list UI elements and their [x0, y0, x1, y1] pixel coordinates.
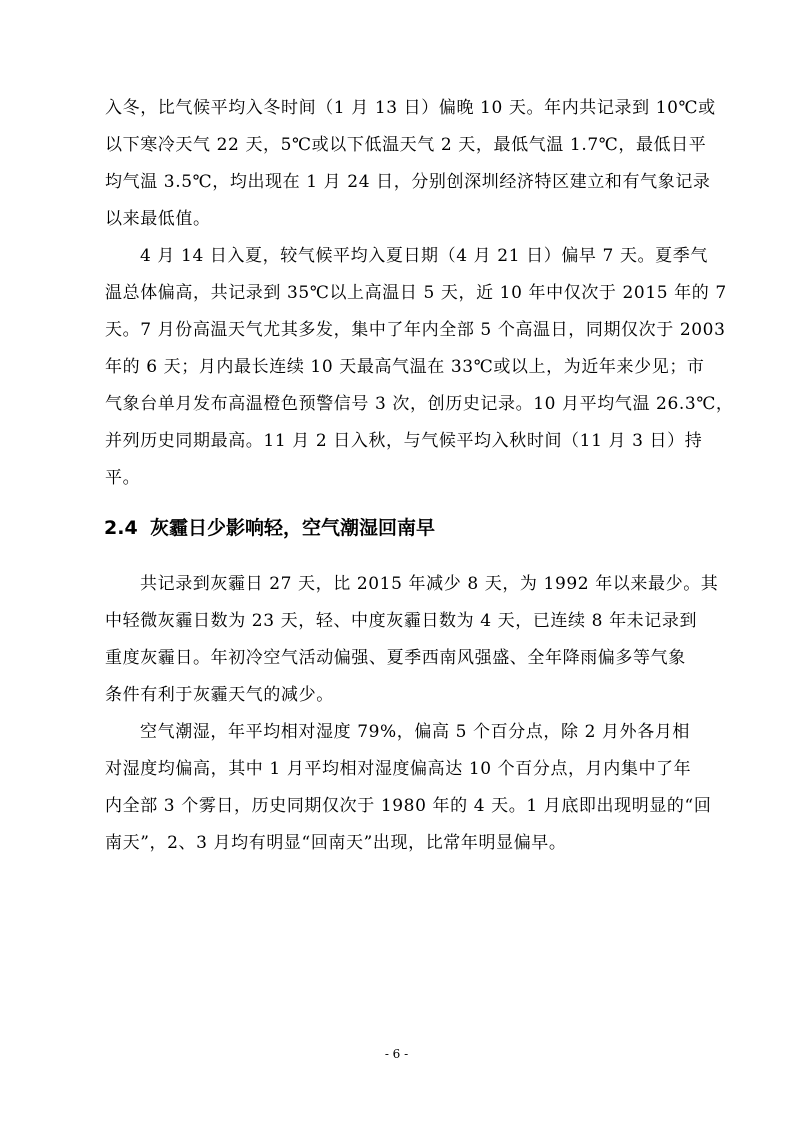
paragraph-2-line-7: 平。	[105, 468, 141, 488]
paragraph-2-line-4: 年的 6 天；月内最长连续 10 天最高气温在 33℃或以上，为近年来少见；市	[105, 357, 705, 377]
paragraph-1-line-1: 入冬，比气候平均入冬时间（1 月 13 日）偏晚 10 天。年内共记录到 10℃或	[105, 98, 716, 118]
page-number: - 6 -	[384, 1047, 409, 1061]
paragraph-2-line-3: 天。7 月份高温天气尤其多发，集中了年内全部 5 个高温日，同期仅次于 2003	[105, 320, 726, 340]
section-heading	[104, 515, 435, 541]
paragraph-3-line-1: 共记录到灰霾日 27 天，比 2015 年减少 8 天，为 1992 年以来最少。其	[140, 574, 719, 594]
paragraph-1-line-2: 以下寒冷天气 22 天，5℃或以下低温天气 2 天，最低气温 1.7℃，最低日平	[105, 135, 707, 155]
paragraph-4-line-1: 空气潮湿，年平均相对湿度 79%，偏高 5 个百分点，除 2 月外各月相	[140, 722, 691, 742]
paragraph-2-line-5: 气象台单月发布高温橙色预警信号 3 次，创历史记录。10 月平均气温 26.3℃，	[105, 394, 734, 414]
paragraph-4-line-3: 内全部 3 个雾日，历史同期仅次于 1980 年的 4 天。1 月底即出现明显的“回	[105, 796, 712, 816]
paragraph-3-line-2: 中轻微灰霾日数为 23 天，轻、中度灰霾日数为 4 天，已连续 8 年未记录到	[105, 611, 698, 631]
section-title: 灰霾日少影响轻，空气潮湿回南早	[150, 517, 436, 539]
paragraph-2-line-1: 4 月 14 日入夏，较气候平均入夏日期（4 月 21 日）偏早 7 天。夏季气	[140, 246, 708, 266]
paragraph-4-line-4: 南天”，2、3 月均有明显“回南天”出现，比常年明显偏早。	[105, 833, 567, 853]
paragraph-1-line-4: 以来最低值。	[105, 209, 211, 229]
paragraph-3-line-4: 条件有利于灰霾天气的减少。	[105, 685, 334, 705]
section-number: 2.4	[104, 517, 138, 539]
paragraph-2-line-2: 温总体偏高，共记录到 35℃以上高温日 5 天，近 10 年中仅次于 2015 年的 7	[105, 283, 727, 303]
paragraph-1-line-3: 均气温 3.5℃，均出现在 1 月 24 日，分别创深圳经济特区建立和有气象记录	[105, 172, 711, 192]
paragraph-4-line-2: 对湿度均偏高，其中 1 月平均相对湿度偏高达 10 个百分点，月内集中了年	[105, 759, 692, 779]
paragraph-2-line-6: 并列历史同期最高。11 月 2 日入秋，与气候平均入秋时间（11 月 3 日）持	[105, 431, 703, 451]
paragraph-3-line-3: 重度灰霾日。年初冷空气活动偏强、夏季西南风强盛、全年降雨偏多等气象	[105, 648, 686, 668]
